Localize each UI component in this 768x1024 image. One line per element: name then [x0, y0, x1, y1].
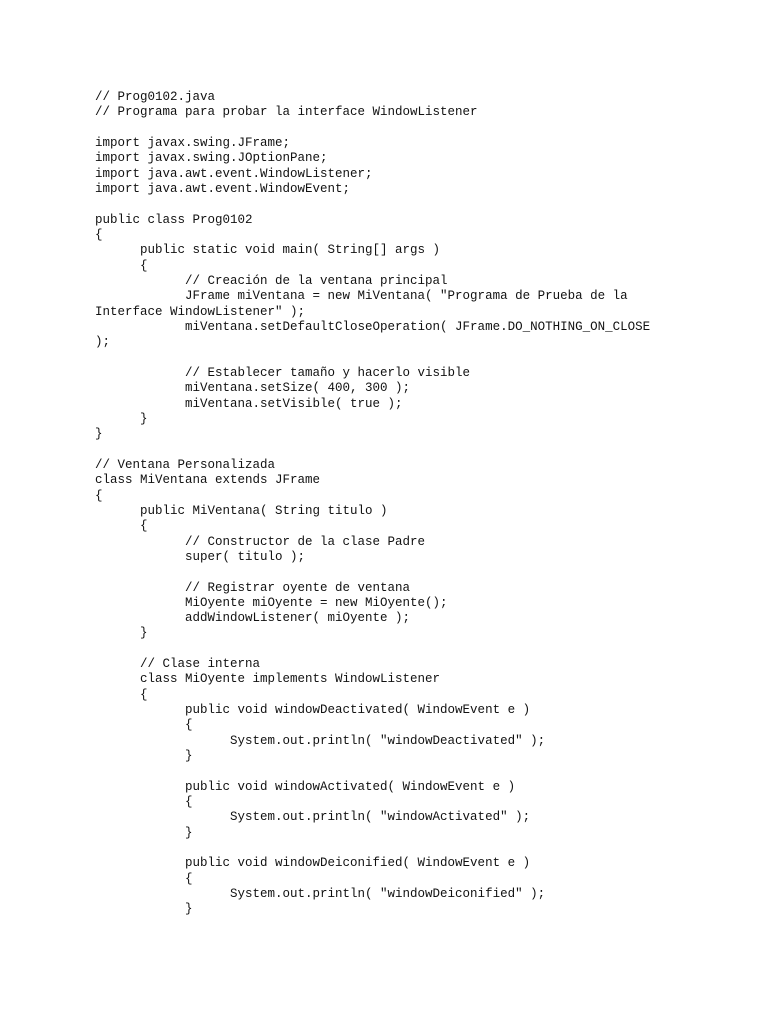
code-line: System.out.println( "windowActivated" ); [95, 810, 531, 825]
code-line: // Establecer tamaño y hacerlo visible [95, 365, 471, 380]
code-line: public void windowDeactivated( WindowEvent e ) [95, 703, 531, 718]
code-line: public class Prog0102 [95, 212, 253, 227]
code-line: public MiVentana( String titulo ) [95, 503, 388, 518]
code-line: } [95, 626, 148, 641]
code-line: import javax.swing.JOptionPane; [95, 151, 328, 166]
code-line: } [95, 427, 103, 442]
code-line [95, 351, 735, 366]
code-line: // Clase interna [95, 657, 261, 672]
code-line: { [95, 227, 103, 242]
code-line: addWindowListener( miOyente ); [95, 611, 411, 626]
code-line: // Creación de la ventana principal [95, 273, 448, 288]
java-code-listing [95, 90, 735, 918]
code-line: { [95, 687, 148, 702]
code-line: { [95, 519, 148, 534]
code-line: miVentana.setSize( 400, 300 ); [95, 381, 411, 396]
code-line: import java.awt.event.WindowListener; [95, 166, 373, 181]
code-line: MiOyente miOyente = new MiOyente(); [95, 595, 448, 610]
code-line [95, 764, 735, 779]
code-line: class MiVentana extends JFrame [95, 473, 321, 488]
code-line: } [95, 411, 148, 426]
code-line: } [95, 749, 193, 764]
code-line: // Registrar oyente de ventana [95, 580, 411, 595]
code-line: // Programa para probar la interface WindowListener [95, 105, 478, 120]
code-line [95, 841, 735, 856]
code-line: miVentana.setDefaultCloseOperation( JFrame.DO_NOTHING_ON_CLOSE [95, 319, 651, 334]
code-line [95, 443, 735, 458]
code-line: public static void main( String[] args ) [95, 243, 441, 258]
code-line: public void windowDeiconified( WindowEvent e ) [95, 856, 531, 871]
code-line [95, 121, 735, 136]
code-line: { [95, 488, 103, 503]
code-line: super( titulo ); [95, 549, 306, 564]
code-line: { [95, 718, 193, 733]
code-line: JFrame miVentana = new MiVentana( "Programa de Prueba de la [95, 289, 628, 304]
code-line: // Constructor de la clase Padre [95, 534, 426, 549]
code-line: System.out.println( "windowDeactivated" ); [95, 733, 546, 748]
code-line [95, 197, 735, 212]
code-line: // Ventana Personalizada [95, 457, 276, 472]
code-line: import java.awt.event.WindowEvent; [95, 181, 351, 196]
code-line: Interface WindowListener" ); [95, 304, 306, 319]
code-line [95, 565, 735, 580]
code-line: } [95, 825, 193, 840]
code-line: class MiOyente implements WindowListener [95, 672, 441, 687]
code-line [95, 642, 735, 657]
code-line: { [95, 871, 193, 886]
code-line: ); [95, 335, 111, 350]
code-line: import javax.swing.JFrame; [95, 135, 291, 150]
code-line: // Prog0102.java [95, 90, 216, 104]
code-line: { [95, 258, 148, 273]
code-line: miVentana.setVisible( true ); [95, 396, 403, 411]
code-line: public void windowActivated( WindowEvent e ) [95, 779, 516, 794]
code-line: } [95, 902, 193, 917]
code-line: { [95, 795, 193, 810]
code-line: System.out.println( "windowDeiconified" ); [95, 887, 546, 902]
